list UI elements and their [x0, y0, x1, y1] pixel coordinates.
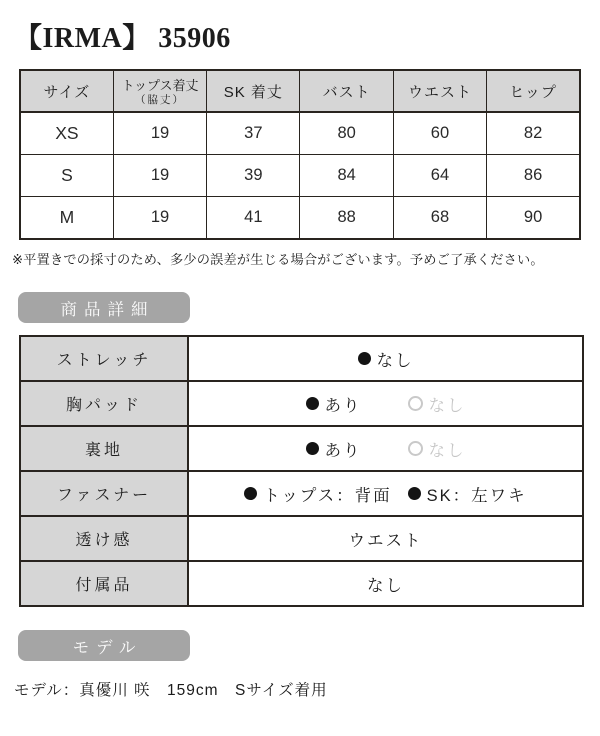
detail-label: ストレッチ — [20, 336, 188, 381]
detail-value — [188, 516, 583, 561]
size-value-cell: 37 — [207, 112, 300, 155]
unselected-circle-icon — [408, 396, 423, 411]
detail-option — [244, 482, 391, 506]
size-name-cell: S — [20, 155, 113, 197]
detail-label: 透け感 — [20, 516, 188, 561]
size-name-cell: XS — [20, 112, 113, 155]
size-chart-body — [20, 112, 580, 239]
size-row — [20, 112, 580, 155]
brand-name: 【IRMA】 — [14, 23, 151, 54]
selected-dot-icon — [306, 442, 319, 455]
size-column-title: SK 着丈 — [223, 83, 283, 101]
size-value-cell: 64 — [393, 155, 486, 197]
detail-option-label: SK：左ワキ — [426, 486, 527, 505]
unselected-circle-icon — [408, 441, 423, 456]
detail-options — [189, 482, 582, 506]
detail-options — [189, 527, 582, 551]
size-column-header — [393, 70, 486, 112]
size-row — [20, 155, 580, 197]
detail-value — [188, 336, 583, 381]
size-value-cell: 19 — [113, 112, 206, 155]
product-title — [14, 16, 600, 56]
size-value-cell: 80 — [300, 112, 393, 155]
product-code: 35906 — [158, 23, 231, 54]
size-column-title: ヒップ — [509, 83, 557, 101]
detail-row — [20, 471, 583, 516]
detail-option — [408, 437, 466, 461]
selected-dot-icon — [306, 397, 319, 410]
size-value-cell: 88 — [300, 197, 393, 240]
size-row — [20, 197, 580, 240]
detail-option-label: なし — [428, 441, 466, 460]
detail-options — [189, 347, 582, 371]
size-name-cell: M — [20, 197, 113, 240]
size-column-header — [20, 70, 113, 112]
detail-row — [20, 516, 583, 561]
size-column-subtitle: （脇丈） — [134, 94, 185, 106]
detail-option-label: なし — [428, 396, 466, 415]
size-value-cell: 41 — [207, 197, 300, 240]
size-value-cell: 39 — [207, 155, 300, 197]
detail-option — [408, 392, 466, 416]
detail-options — [189, 392, 582, 416]
detail-option-label: あり — [324, 396, 362, 415]
selected-dot-icon — [244, 487, 257, 500]
size-value-cell: 19 — [113, 197, 206, 240]
size-value-cell: 90 — [487, 197, 580, 240]
size-column-title: サイズ — [43, 83, 91, 101]
product-details-table — [19, 335, 584, 607]
detail-option — [306, 392, 362, 416]
selected-dot-icon — [358, 352, 371, 365]
model-info: モデル：真優川 咲 159cm Sサイズ着用 — [14, 682, 328, 699]
size-column-title: バスト — [322, 83, 371, 101]
measurement-note: ※平置きでの採寸のため、多少の誤差が生じる場合がございます。予めご了承ください。 — [12, 252, 544, 267]
size-chart-header — [20, 70, 580, 112]
detail-option — [349, 527, 423, 551]
detail-options — [189, 572, 582, 596]
size-column-header — [113, 70, 206, 112]
detail-value — [188, 381, 583, 426]
detail-row — [20, 381, 583, 426]
size-value-cell: 60 — [393, 112, 486, 155]
detail-option-label: なし — [367, 576, 404, 595]
product-details-heading: 商品詳細 — [18, 292, 190, 323]
size-chart-table — [19, 69, 581, 240]
size-column-header — [300, 70, 393, 112]
detail-option-label: ウエスト — [348, 531, 423, 550]
size-value-cell: 19 — [113, 155, 206, 197]
detail-option-label: トップス：背面 — [263, 486, 392, 505]
size-value-cell: 68 — [393, 197, 486, 240]
size-column-header — [487, 70, 580, 112]
detail-options — [189, 437, 582, 461]
size-value-cell: 86 — [487, 155, 580, 197]
detail-option — [306, 437, 362, 461]
detail-row — [20, 336, 583, 381]
detail-option — [408, 482, 527, 506]
detail-option-label: あり — [324, 441, 362, 460]
detail-value — [188, 471, 583, 516]
detail-value — [188, 561, 583, 606]
detail-label: 胸パッド — [20, 381, 188, 426]
detail-row — [20, 561, 583, 606]
selected-dot-icon — [408, 487, 421, 500]
size-value-cell: 84 — [300, 155, 393, 197]
size-column-header — [207, 70, 300, 112]
product-details-body — [20, 336, 583, 606]
size-chart-header-row — [20, 70, 580, 112]
model-heading: モデル — [18, 630, 190, 661]
detail-label: ファスナー — [20, 471, 188, 516]
detail-label: 裏地 — [20, 426, 188, 471]
detail-option — [358, 347, 414, 371]
detail-option-label: なし — [376, 351, 414, 370]
detail-label: 付属品 — [20, 561, 188, 606]
size-column-title: トップス着丈 — [121, 78, 199, 93]
detail-option — [367, 572, 404, 596]
detail-value — [188, 426, 583, 471]
detail-row — [20, 426, 583, 471]
size-column-title: ウエスト — [407, 83, 472, 101]
size-value-cell: 82 — [487, 112, 580, 155]
